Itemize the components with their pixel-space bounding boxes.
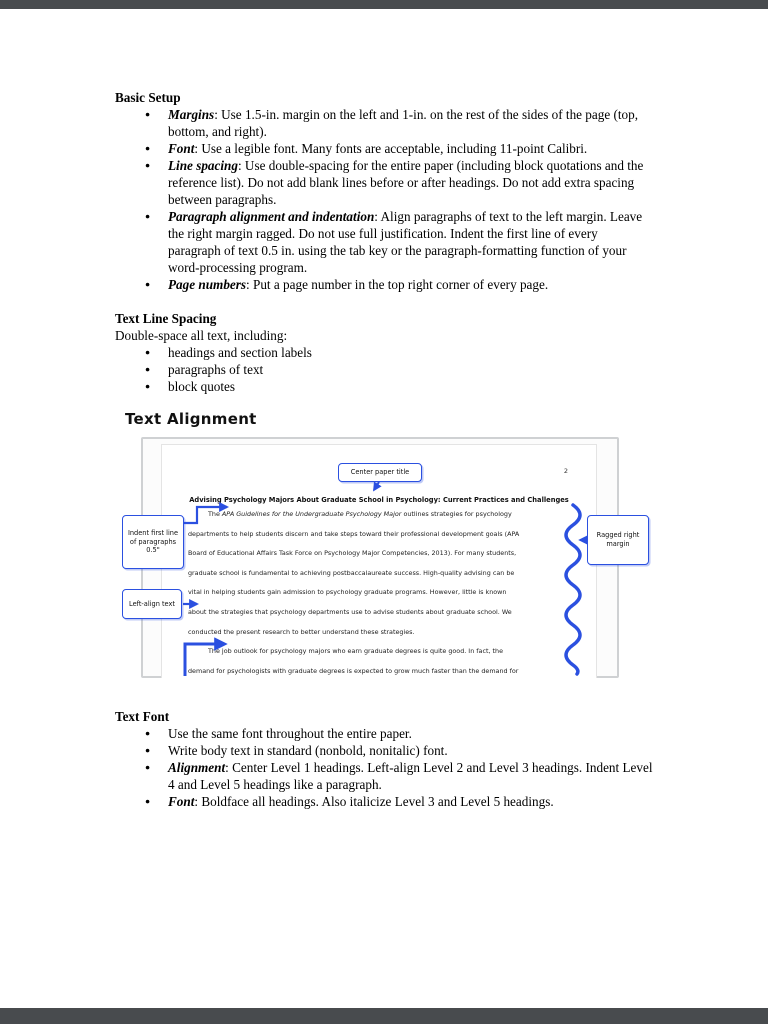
bullet-text: : Boldface all headings. Also italicize Level 3 and Level 5 headings. [194, 794, 554, 809]
bullet-text: Write body text in standard (nonbold, nonitalic) font. [168, 743, 448, 758]
callout-indent-first-line: Indent first line of paragraphs 0.5" [122, 515, 184, 569]
callout-ragged-right-margin: Ragged right margin [587, 515, 649, 565]
paper-line: conducted the present research to better understand these strategies. [188, 627, 415, 636]
bullet-text: Use the same font throughout the entire paper. [168, 726, 412, 741]
text-font-list [115, 725, 653, 810]
viewer-top-bar [0, 0, 768, 9]
bullet-item [115, 208, 653, 276]
bullet-text: paragraphs of text [168, 362, 264, 377]
document-sheet [0, 9, 768, 1008]
section-heading: Text Line Spacing [115, 311, 217, 326]
bullet-text: headings and section labels [168, 345, 312, 360]
bullet-text: : Use a legible font. Many fonts are acceptable, including 11-point Calibri. [194, 141, 588, 156]
paper-line: vital in helping students gain admission to psychology graduate programs. However, little is known [188, 588, 507, 597]
bullet-lead: Page numbers [168, 277, 247, 292]
paper-line: Board of Educational Affairs Task Force on Psychology Major Competencies, 2013). For many students, [188, 549, 517, 558]
paper-line: departments to help students discern and take steps toward their professional development goals (APA [188, 529, 520, 538]
bullet-text: : Use double-spacing for the entire paper (including block quotations and the reference list). Do not add blank lines before or after headings. Do not add extra spacing between paragraphs. [168, 158, 644, 207]
bullet-item [115, 140, 653, 157]
bullet-lead: Font [168, 794, 195, 809]
bullet-lead: Paragraph alignment and indentation [168, 209, 375, 224]
document-page [0, 9, 768, 810]
bullet-lead: Line spacing [168, 158, 238, 173]
bullet-lead: Margins [168, 107, 215, 122]
paper-line: demand for psychologists with graduate degrees is expected to grow much faster than the demand for [188, 666, 519, 675]
bullet-lead: Font [168, 141, 195, 156]
section-heading: Basic Setup [115, 90, 181, 105]
section-text-line-spacing [115, 310, 653, 395]
bullet-text: block quotes [168, 379, 236, 394]
bullet-item [115, 106, 653, 140]
paper-line: The job outlook for psychology majors who earn graduate degrees is quite good. In fact, the [208, 647, 504, 656]
figure-text-alignment [127, 437, 640, 678]
paper-body [188, 505, 572, 681]
paper-page-number: 2 [563, 467, 568, 475]
text-line-spacing-list [115, 344, 653, 395]
bullet-text: : Put a page number in the top right corner of every page. [246, 277, 549, 292]
bullet-item [115, 725, 653, 742]
section-basic-setup [115, 89, 653, 293]
bullet-item [115, 378, 653, 395]
callout-left-align-text: Left-align text [122, 589, 182, 619]
bullet-item [115, 759, 653, 793]
paper-title: Advising Psychology Majors About Graduate School in Psychology: Current Practices and Challenges [189, 496, 569, 504]
bullet-item [115, 276, 653, 293]
bullet-item [115, 361, 653, 378]
bullet-text: : Center Level 1 headings. Left-align Level 2 and Level 3 headings. Indent Level 4 and Level 5 headings like a paragraph. [168, 760, 653, 792]
basic-setup-list [115, 106, 653, 293]
figure-heading: Text Alignment [125, 410, 257, 428]
bullet-item [115, 157, 653, 208]
bullet-text: : Align paragraphs of text to the left margin. Leave the right margin ragged. Do not use full justification. Indent the first line of every paragraph of text 0.5 in. using the tab key or the paragraph-formatting function of your word-processing program. [168, 209, 643, 275]
section-text-font [115, 708, 653, 810]
bullet-item [115, 344, 653, 361]
bullet-item [115, 793, 653, 810]
viewer-bottom-bar [0, 1008, 768, 1024]
paper-line: The APA Guidelines for the Undergraduate Psychology Major outlines strategies for psychology [208, 510, 512, 518]
bullet-text: : Use 1.5-in. margin on the left and 1-in. on the rest of the sides of the page (top, bottom, and right). [168, 107, 639, 139]
bullet-item [115, 742, 653, 759]
paper-line: graduate school is fundamental to achieving postbaccalaureate success. High-quality advising can be [188, 568, 515, 577]
section-heading: Text Font [115, 709, 170, 724]
section-intro: Double-space all text, including: [115, 328, 288, 343]
bullet-lead: Alignment [168, 760, 226, 775]
paper-line: about the strategies that psychology departments use to advise students about graduate school. We [188, 607, 512, 616]
callout-center-paper-title: Center paper title [338, 463, 422, 482]
